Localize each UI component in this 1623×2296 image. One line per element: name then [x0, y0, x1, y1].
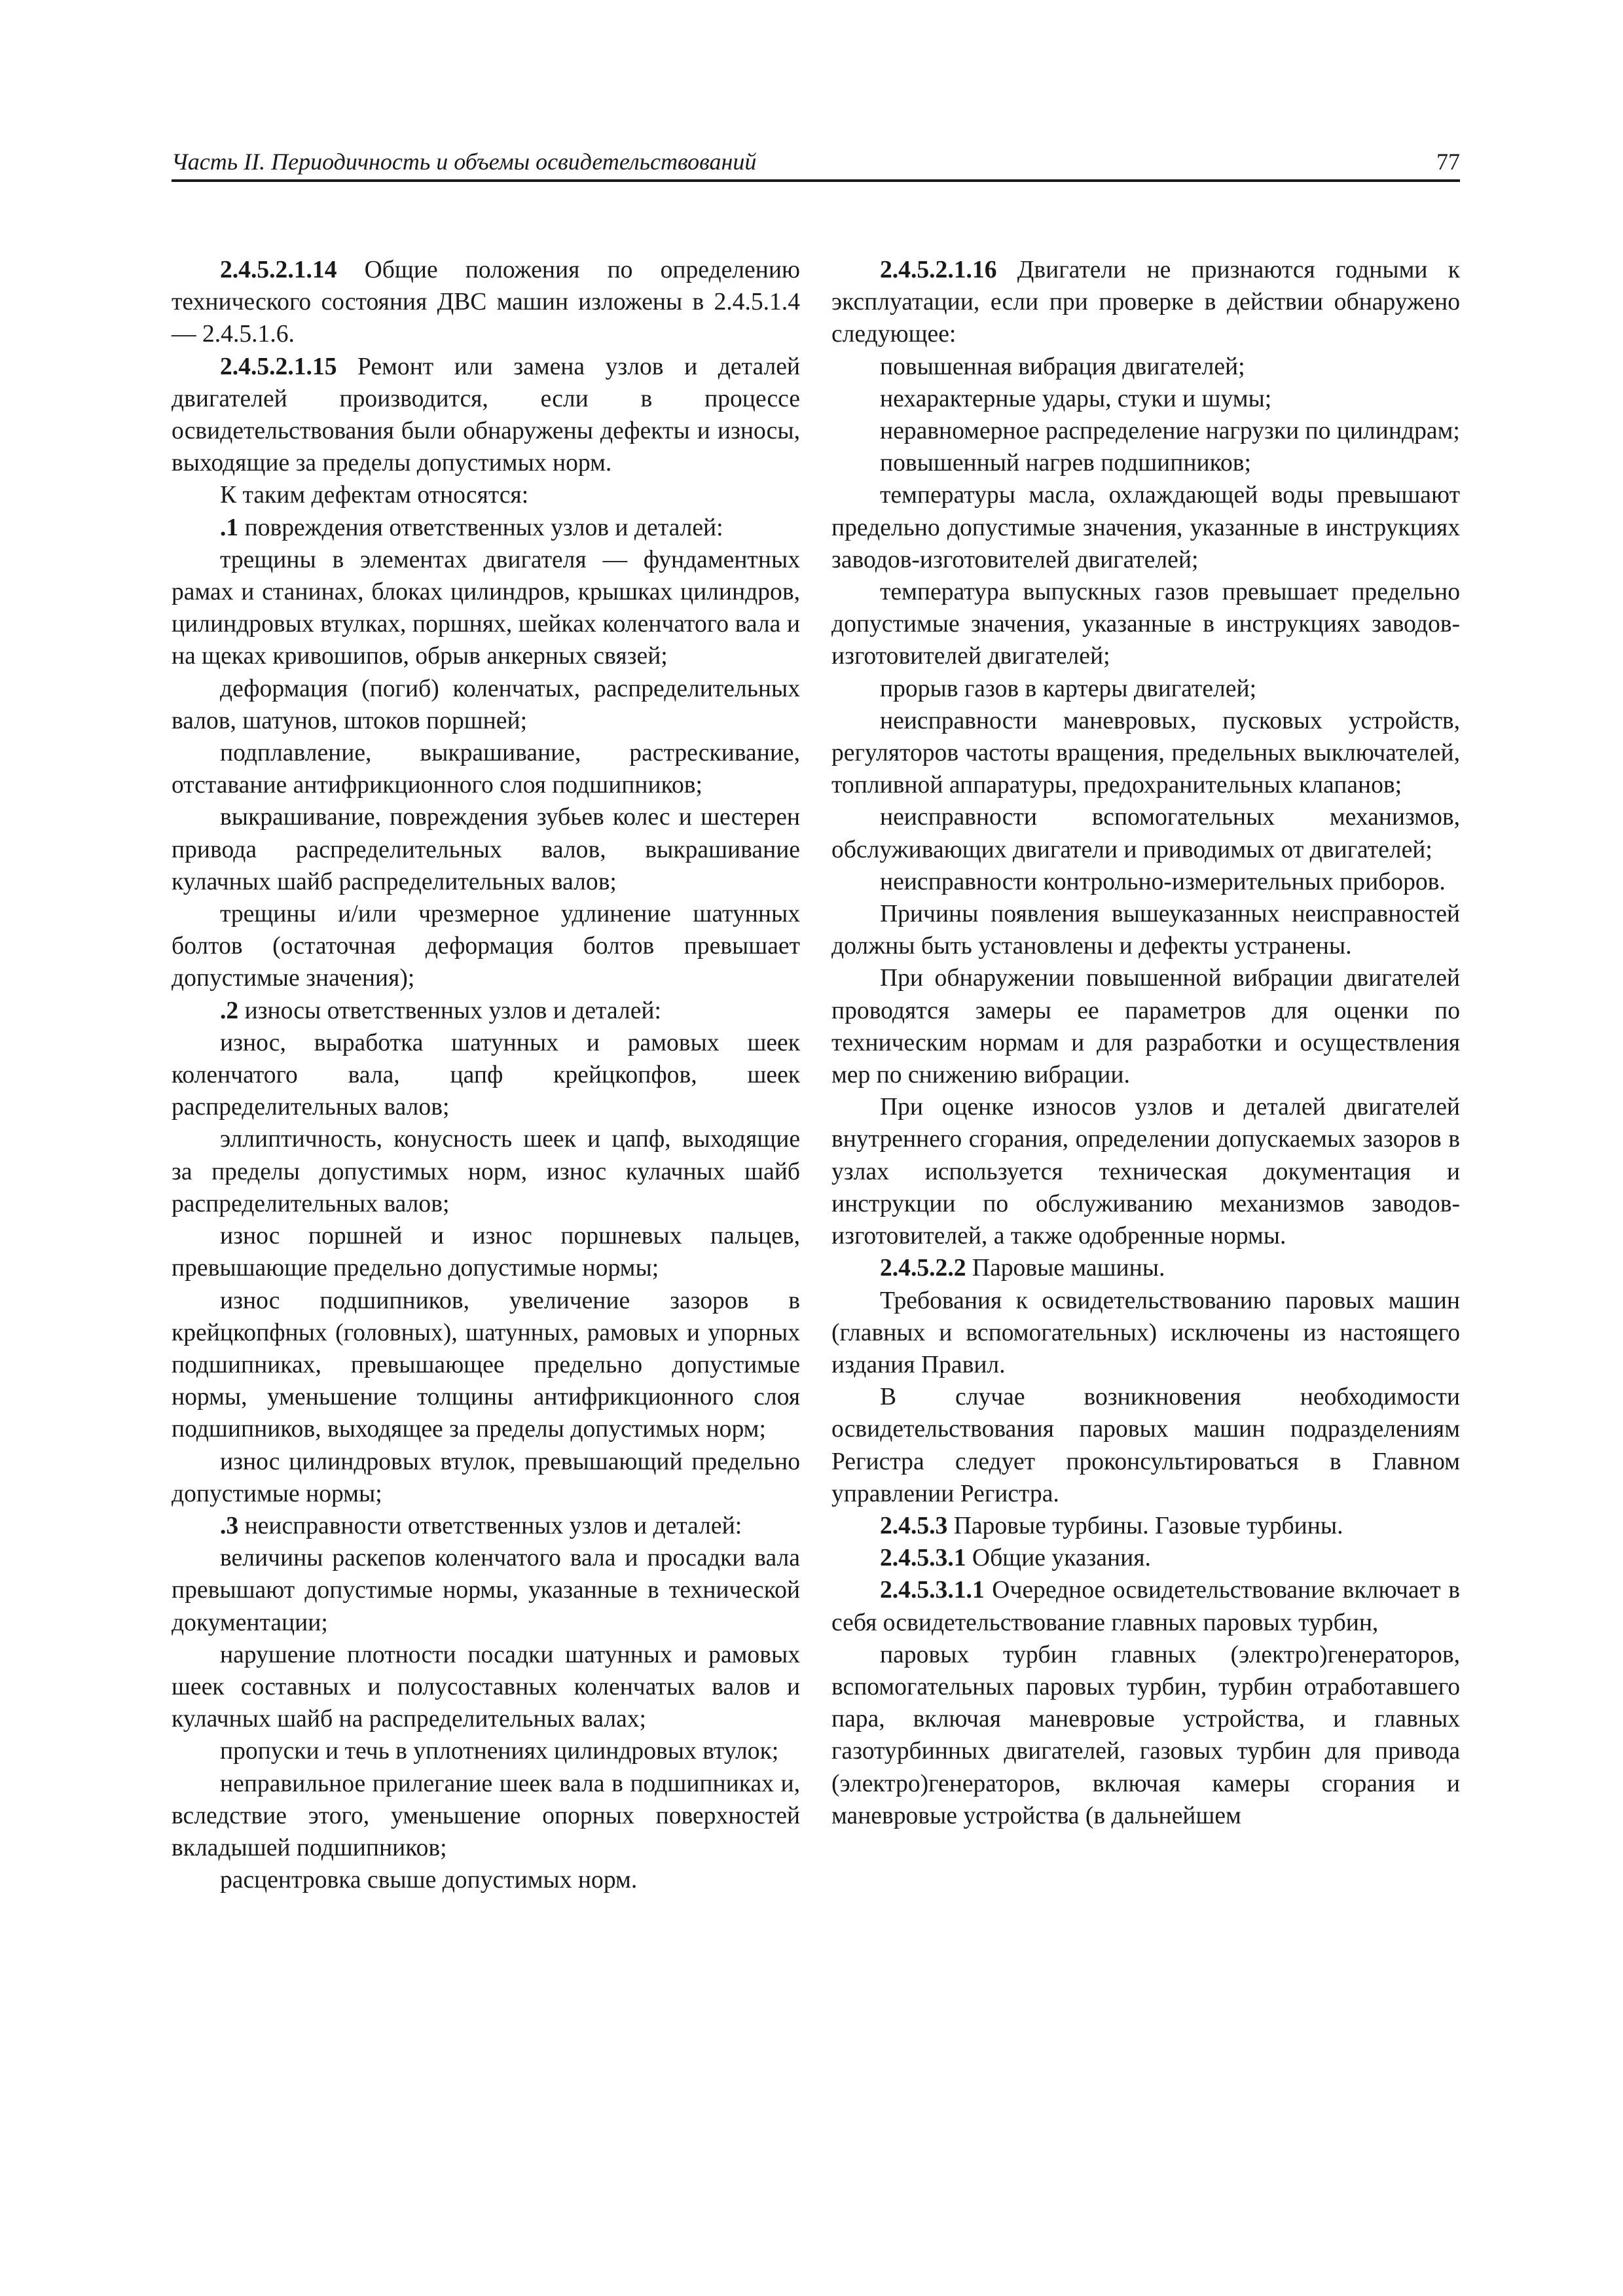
- paragraph: [831, 801, 1460, 865]
- paragraph-text: износ подшипников, увеличение зазоров в крейцкопфных (головных), шатунных, рамовых и упорных подшипниках, превышающее предельно допустимые нормы, уменьшение толщины антифрикционного слоя подшипников, выходящее за пределы допустимых норм;: [172, 1287, 800, 1443]
- paragraph-text: прорыв газов в картеры двигателей;: [880, 675, 1257, 702]
- paragraph: [831, 351, 1460, 383]
- paragraph-text: Общие положения по определению технического состояния ДВС машин изложены в 2.4.5.1.4 — 2.4.5.1.6.: [172, 257, 800, 348]
- paragraph-text: температуры масла, охлаждающей воды превышают предельно допустимые значения, указанные в инструкциях заводов-изготовителей двигателей;: [831, 482, 1460, 573]
- paragraph: [172, 995, 800, 1027]
- paragraph: [831, 254, 1460, 351]
- paragraph: [831, 1091, 1460, 1252]
- page-number: 77: [1436, 149, 1460, 175]
- paragraph: [831, 576, 1460, 673]
- paragraph: [831, 1252, 1460, 1284]
- paragraph: [172, 1542, 800, 1639]
- paragraph: [172, 898, 800, 995]
- paragraph-text: Паровые турбины. Газовые турбины.: [947, 1512, 1343, 1539]
- paragraph: [172, 1220, 800, 1284]
- paragraph-text: неисправности контрольно-измерительных приборов.: [880, 868, 1446, 895]
- paragraph: [172, 737, 800, 801]
- paragraph-text: Требования к освидетельствованию паровых машин (главных и вспомогательных) исключены из настоящего издания Правил.: [831, 1287, 1460, 1378]
- paragraph: [172, 1768, 800, 1865]
- paragraph-text: расцентровка свыше допустимых норм.: [220, 1867, 638, 1894]
- paragraph: [831, 1510, 1460, 1542]
- paragraph: [172, 1123, 800, 1220]
- paragraph: [172, 1864, 800, 1896]
- paragraph: [831, 479, 1460, 576]
- paragraph: [172, 544, 800, 673]
- paragraph: [172, 673, 800, 737]
- paragraph: [831, 673, 1460, 705]
- paragraph-text: температура выпускных газов превышает предельно допустимые значения, указанные в инструкциях заводов-изготовителей двигателей;: [831, 579, 1460, 670]
- paragraph: [831, 1542, 1460, 1574]
- clause-number: .2: [220, 997, 239, 1024]
- paragraph-text: износы ответственных узлов и деталей:: [238, 997, 661, 1024]
- paragraph-text: При оценке износов узлов и деталей двигателей внутреннего сгорания, определении допускаемых зазоров в узлах используется техническая документация и инструкции по обслуживанию механизмов заводов-изготовителей, а также одобренные нормы.: [831, 1094, 1460, 1250]
- paragraph-text: повышенная вибрация двигателей;: [880, 353, 1245, 380]
- paragraph: [831, 705, 1460, 802]
- clause-number: 2.4.5.2.1.15: [220, 353, 337, 380]
- paragraph-text: пропуски и течь в уплотнениях цилиндровых втулок;: [220, 1738, 779, 1765]
- right-column: [831, 254, 1460, 1832]
- paragraph-text: неправильное прилегание шеек вала в подшипниках и, вследствие этого, уменьшение опорных поверхностей вкладышей подшипников;: [172, 1770, 800, 1861]
- clause-number: 2.4.5.2.1.16: [880, 257, 997, 283]
- paragraph-text: При обнаружении повышенной вибрации двигателей проводятся замеры ее параметров для оценки по техническим нормам и для разработки и осуществления мер по снижению вибрации.: [831, 965, 1460, 1089]
- paragraph-text: нарушение плотности посадки шатунных и рамовых шеек составных и полусоставных коленчатых валов и кулачных шайб на распределительных валах;: [172, 1641, 800, 1733]
- paragraph-text: Общие указания.: [966, 1545, 1151, 1572]
- paragraph: [831, 1639, 1460, 1832]
- paragraph: [172, 801, 800, 898]
- clause-number: 2.4.5.2.1.14: [220, 257, 337, 283]
- clause-number: 2.4.5.3: [880, 1512, 948, 1539]
- paragraph-text: Ремонт или замена узлов и деталей двигателей производится, если в процессе освидетельствования были обнаружены дефекты и износы, выходящие за пределы допустимых норм.: [172, 353, 800, 477]
- paragraph-text: В случае возникновения необходимости освидетельствования паровых машин подразделениям Регистра следует проконсультироваться в Главном управлении Регистра.: [831, 1384, 1460, 1507]
- paragraph-text: трещины в элементах двигателя — фундаментных рамах и станинах, блоках цилиндров, крышках цилиндров, цилиндровых втулках, поршнях, шейках коленчатого вала и на щеках кривошипов, обрыв анкерных связей;: [172, 546, 800, 670]
- paragraph-text: величины раскепов коленчатого вала и просадки вала превышают допустимые нормы, указанные в технической документации;: [172, 1545, 800, 1636]
- paragraph: [831, 866, 1460, 898]
- paragraph-text: деформация (погиб) коленчатых, распределительных валов, шатунов, штоков поршней;: [172, 675, 800, 734]
- paragraph: [172, 512, 800, 544]
- paragraph: [831, 1285, 1460, 1382]
- paragraph: [831, 898, 1460, 962]
- paragraph-text: Очередное освидетельствование включает в себя освидетельствование главных паровых турбин,: [831, 1577, 1460, 1636]
- paragraph-text: повышенный нагрев подшипников;: [880, 450, 1251, 477]
- paragraph: [172, 1027, 800, 1124]
- paragraph-text: износ поршней и износ поршневых пальцев, превышающие предельно допустимые нормы;: [172, 1223, 800, 1282]
- clause-number: .3: [220, 1512, 239, 1539]
- paragraph-text: неравномерное распределение нагрузки по цилиндрам;: [880, 418, 1460, 445]
- paragraph-text: подплавление, выкрашивание, растрескивание, отставание антифрикционного слоя подшипников;: [172, 740, 800, 799]
- paragraph-text: паровых турбин главных (электро)генераторов, вспомогательных паровых турбин, турбин отработавшего пара, включая маневровые устройства, и главных газотурбинных двигателей, газовых турбин для привода (электро)генераторов, включая камеры сгорания и маневровые устройства (в дальнейшем: [831, 1641, 1460, 1829]
- paragraph-text: повреждения ответственных узлов и деталей:: [238, 514, 723, 541]
- paragraph-text: Двигатели не признаются годными к эксплуатации, если при проверке в действии обнаружено следующее:: [831, 257, 1460, 348]
- paragraph: [172, 1639, 800, 1736]
- paragraph: [831, 1381, 1460, 1510]
- clause-number: 2.4.5.3.1.1: [880, 1577, 985, 1604]
- paragraph-text: Причины появления вышеуказанных неисправностей должны быть установлены и дефекты устранены.: [831, 901, 1460, 960]
- paragraph: [172, 254, 800, 351]
- paragraph: [172, 1510, 800, 1542]
- paragraph: [172, 1735, 800, 1767]
- running-header-title: Часть II. Периодичность и объемы освидетельствований: [172, 149, 757, 175]
- paragraph: [172, 1446, 800, 1510]
- paragraph: [831, 447, 1460, 479]
- paragraph: [831, 1574, 1460, 1638]
- paragraph-text: Паровые машины.: [966, 1255, 1165, 1282]
- paragraph: [831, 383, 1460, 415]
- clause-number: 2.4.5.2.2: [880, 1255, 966, 1282]
- paragraph: [172, 351, 800, 480]
- paragraph-text: износ цилиндровых втулок, превышающий предельно допустимые нормы;: [172, 1448, 800, 1507]
- paragraph-text: износ, выработка шатунных и рамовых шеек коленчатого вала, цапф крейцкопфов, шеек распределительных валов;: [172, 1029, 800, 1121]
- clause-number: 2.4.5.3.1: [880, 1545, 966, 1572]
- paragraph-text: эллиптичность, конусность шеек и цапф, выходящие за пределы допустимых норм, износ кулачных шайб распределительных валов;: [172, 1126, 800, 1217]
- left-column: [172, 254, 800, 1896]
- running-header: [172, 145, 1460, 182]
- paragraph: [831, 962, 1460, 1091]
- paragraph: [172, 1285, 800, 1446]
- paragraph-text: К таким дефектам относятся:: [220, 482, 529, 509]
- paragraph-text: выкрашивание, повреждения зубьев колес и шестерен привода распределительных валов, выкрашивание кулачных шайб распределительных валов;: [172, 804, 800, 895]
- paragraph-text: неисправности маневровых, пусковых устройств, регуляторов частоты вращения, предельных выключателей, топливной аппаратуры, предохранительных клапанов;: [831, 707, 1460, 799]
- paragraph: [831, 415, 1460, 447]
- paragraph-text: нехарактерные удары, стуки и шумы;: [880, 385, 1272, 412]
- paragraph: [172, 479, 800, 511]
- paragraph-text: неисправности вспомогательных механизмов, обслуживающих двигатели и приводимых от двигателей;: [831, 804, 1460, 863]
- paragraph-text: неисправности ответственных узлов и деталей:: [238, 1512, 742, 1539]
- paragraph-text: трещины и/или чрезмерное удлинение шатунных болтов (остаточная деформация болтов превышает допустимые значения);: [172, 901, 800, 992]
- clause-number: .1: [220, 514, 239, 541]
